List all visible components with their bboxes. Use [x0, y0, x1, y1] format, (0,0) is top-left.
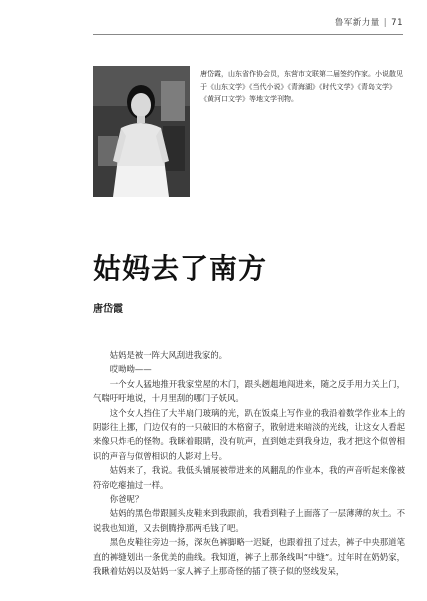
author-portrait-image: [93, 66, 190, 197]
body-paragraph: 一个女人猛地推开我家堂屋的木门，跟头趔趄地闯进来，随之反手用力关上门，气喘吁吁地说，十月里刮的哪门子妖风。: [93, 378, 405, 404]
body-paragraph: 姑妈来了，我说。我低头铺展被带进来的风翻乱的作业本，我的声音听起来像被符帝吃瘪抽过一样。: [93, 465, 405, 490]
author-bio: 唐岱霞，山东省作协会员，东营市文联第二届签约作家。小说散见于《山东文学》《当代小说》《青海湖》《时代文学》《青岛文学》《黄河口文学》等地文学刊物。: [200, 70, 403, 103]
journal-name: 鲁军新力量: [334, 18, 380, 28]
header-rule: [93, 34, 403, 35]
article-title: 姑妈去了南方: [93, 252, 268, 285]
author-byline: 唐岱霞: [93, 304, 123, 315]
page-number: 71: [391, 18, 403, 28]
running-header: [335, 16, 403, 28]
body-paragraph: 姑妈的黑色带跟圆头皮鞋来到我跟前，我看到鞋子上面落了一层薄薄的灰土。不说我也知道，又去倒腾挣那两毛钱了吧。: [93, 508, 405, 533]
body-paragraph: 这个女人挡住了大半扇门玻璃的光，趴在饭桌上写作业的我沿着数学作业本上的阴影往上挪，门边仅有的一只破旧的木格窗子，散射进来暗淡的光线，让这女人看起来像只炸毛的怪物。我眯着眼睛，没有吭声，直到她走到我身边，我才把这个似曾相识的声音与似曾相识的人影对上号。: [93, 407, 405, 461]
author-photo: [93, 66, 190, 197]
article-body: [93, 348, 405, 579]
body-paragraph: 姑妈是被一阵大风刮进我家的。: [109, 350, 228, 360]
body-paragraph: 哎呦呦——: [109, 364, 152, 375]
body-paragraph: 黑色皮鞋往旁边一扬，深灰色裤脚略一迟疑，也跟着扭了过去，裤子中央那道笔直的裤缝划出一条优美的曲线。我知道，裤子上那条线叫“中缝”。过年时在奶奶家，我瞅着姑妈以及姑妈一家人裤子上那奇怪的插了筷子似的竖线发呆，: [93, 537, 405, 577]
header-separator: |: [383, 18, 388, 28]
body-paragraph: 你爸呢？: [109, 494, 144, 505]
